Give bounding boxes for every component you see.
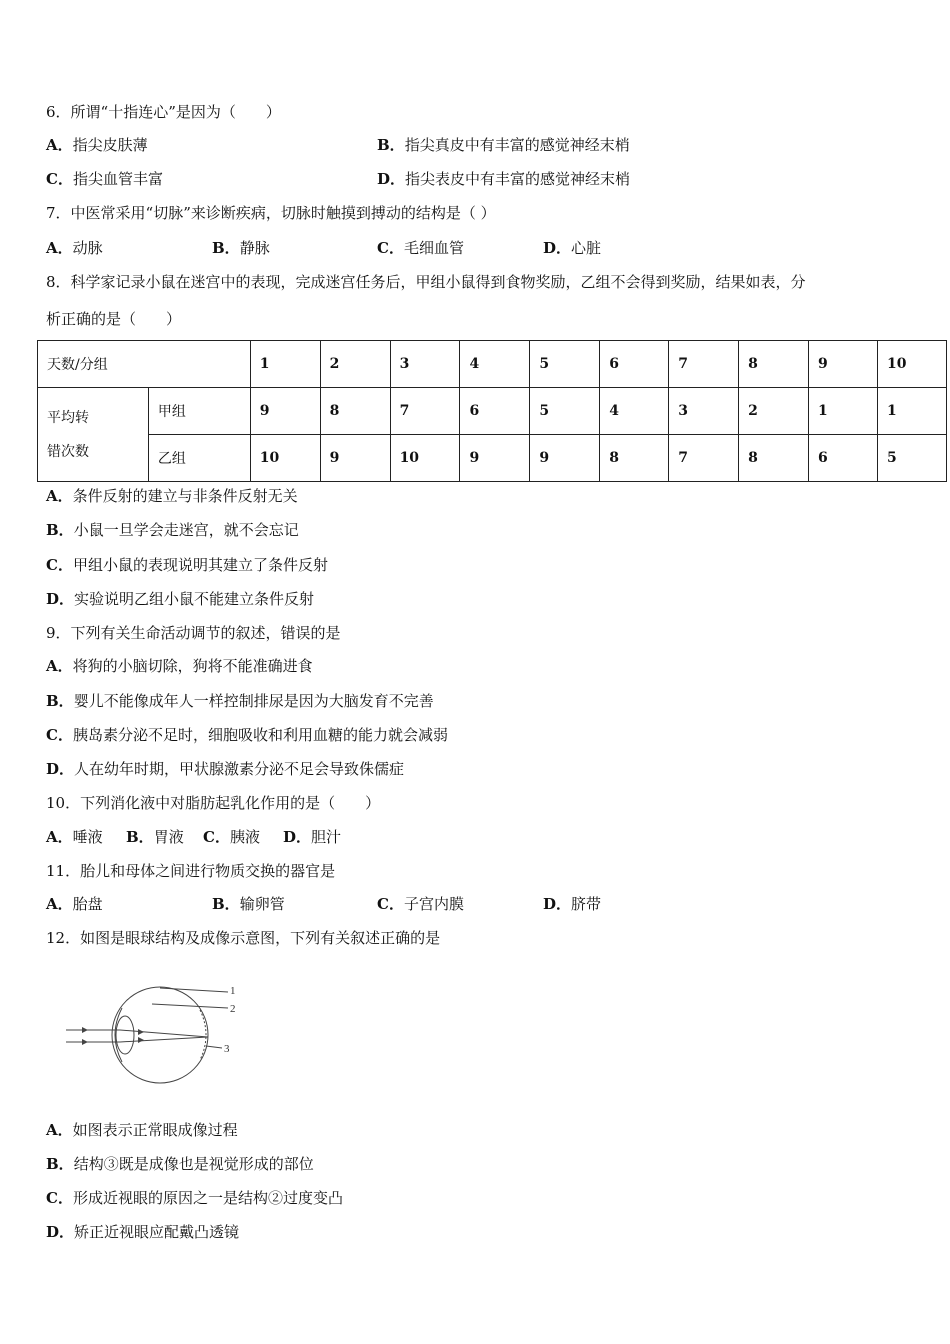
- option-label: A．: [46, 1121, 73, 1139]
- q11-option-c[interactable]: [377, 894, 464, 914]
- table-cell: 10: [250, 435, 320, 482]
- row-label-line2: 错次数: [47, 443, 89, 460]
- option-label: A．: [46, 828, 73, 846]
- q12-option-a[interactable]: [46, 1120, 238, 1140]
- option-label: C．: [46, 1189, 73, 1207]
- group-b-name: 乙组: [148, 435, 250, 482]
- q7-option-d[interactable]: [543, 238, 601, 258]
- option-label: D．: [377, 170, 406, 188]
- option-text: 胎盘: [72, 895, 103, 913]
- q12-option-d[interactable]: [46, 1222, 239, 1242]
- option-label: D．: [543, 895, 572, 913]
- q11-option-d[interactable]: [543, 894, 601, 914]
- q11-option-a[interactable]: [46, 894, 103, 914]
- q12-option-b[interactable]: [46, 1154, 314, 1174]
- q8-stem-line1: 8．科学家记录小鼠在迷宫中的表现，完成迷宫任务后，甲组小鼠得到食物奖励，乙组不会得到奖励，结果如表，分: [46, 273, 806, 291]
- table-cell: 10: [390, 435, 460, 482]
- option-text: 唾液: [72, 828, 103, 846]
- q8-stem-line2: 析正确的是（ ）: [46, 310, 182, 328]
- day-header: 5: [530, 341, 600, 388]
- table-cell: 7: [669, 435, 739, 482]
- option-label: B．: [377, 136, 405, 154]
- option-text: 子宫内膜: [403, 895, 464, 913]
- table-cell: 1: [809, 388, 878, 435]
- arrow-head: [82, 1027, 88, 1033]
- table-cell: 7: [390, 388, 460, 435]
- table-cell: 9: [250, 388, 320, 435]
- option-label: C．: [46, 556, 73, 574]
- q8-option-c[interactable]: [46, 555, 328, 575]
- option-text: 结构③既是成像也是视觉形成的部位: [73, 1155, 314, 1173]
- light-ray: [120, 1030, 208, 1037]
- option-label: A．: [46, 895, 73, 913]
- option-label: A．: [46, 657, 73, 675]
- q8-option-a[interactable]: [46, 486, 298, 506]
- option-label: A．: [46, 136, 73, 154]
- option-text: 矫正近视眼应配戴凸透镜: [74, 1223, 240, 1241]
- option-text: 胰液: [229, 828, 260, 846]
- table-header-row: [38, 341, 947, 388]
- option-label: D．: [46, 590, 75, 608]
- table-cell: 8: [739, 435, 809, 482]
- table-cell: 8: [320, 388, 390, 435]
- option-label: D．: [46, 1223, 75, 1241]
- q11-option-b[interactable]: [212, 894, 285, 914]
- table-row-group-b: [38, 435, 947, 482]
- option-label: B．: [46, 1155, 74, 1173]
- option-label: A．: [46, 239, 73, 257]
- q10-stem: 10．下列消化液中对脂肪起乳化作用的是（ ）: [46, 794, 381, 812]
- day-header: 9: [809, 341, 878, 388]
- q6-stem: 6．所谓“十指连心”是因为（ ）: [46, 103, 281, 121]
- pointer-line-2: [152, 1004, 228, 1008]
- option-text: 小鼠一旦学会走迷宫，就不会忘记: [73, 521, 299, 539]
- q10-option-c[interactable]: [203, 827, 260, 847]
- option-text: 脐带: [571, 895, 602, 913]
- option-text: 如图表示正常眼成像过程: [72, 1121, 238, 1139]
- day-header: 8: [739, 341, 809, 388]
- group-a-name: 甲组: [148, 388, 250, 435]
- q9-stem: 9．下列有关生命活动调节的叙述，错误的是: [46, 624, 341, 642]
- option-text: 人在幼年时期，甲状腺激素分泌不足会导致侏儒症: [74, 760, 405, 778]
- pointer-line-1: [160, 988, 228, 992]
- table-cell: 6: [460, 388, 530, 435]
- option-text: 动脉: [72, 239, 103, 257]
- q6-option-d[interactable]: [377, 169, 630, 189]
- q7-option-b[interactable]: [212, 238, 270, 258]
- option-text: 条件反射的建立与非条件反射无关: [72, 487, 298, 505]
- table-cell: 8: [600, 435, 669, 482]
- day-header: 2: [320, 341, 390, 388]
- lens-shape: [116, 1016, 134, 1054]
- q7-stem: 7．中医常采用“切脉”来诊断疾病，切脉时触摸到搏动的结构是（ ）: [46, 204, 496, 222]
- day-header: 4: [460, 341, 530, 388]
- option-text: 胰岛素分泌不足时，细胞吸收和利用血糖的能力就会减弱: [72, 726, 448, 744]
- table-cell: 3: [669, 388, 739, 435]
- maze-results-table: [37, 340, 947, 482]
- day-header: 6: [600, 341, 669, 388]
- option-text: 指尖表皮中有丰富的感觉神经末梢: [405, 170, 631, 188]
- arrow-head: [138, 1037, 144, 1043]
- q9-option-a[interactable]: [46, 656, 313, 676]
- row-label-line1: 平均转: [47, 409, 89, 426]
- table-row-group-a: [38, 388, 947, 435]
- option-text: 婴儿不能像成年人一样控制排尿是因为大脑发育不完善: [73, 692, 434, 710]
- table-cell: 9: [460, 435, 530, 482]
- header-label: 天数/分组: [38, 341, 251, 388]
- table-cell: 9: [320, 435, 390, 482]
- option-text: 输卵管: [239, 895, 285, 913]
- q11-stem: 11．胎儿和母体之间进行物质交换的器官是: [46, 862, 336, 880]
- light-ray: [120, 1037, 208, 1042]
- q6-option-c[interactable]: [46, 169, 163, 189]
- q12-option-c[interactable]: [46, 1188, 343, 1208]
- option-text: 指尖真皮中有丰富的感觉神经末梢: [404, 136, 630, 154]
- q6-option-a[interactable]: [46, 135, 148, 155]
- option-label: D．: [543, 239, 572, 257]
- table-cell: 1: [877, 388, 946, 435]
- option-text: 指尖血管丰富: [72, 170, 163, 188]
- option-label: C．: [377, 895, 404, 913]
- figure-label-2: 2: [230, 1003, 236, 1015]
- q12-stem: 12．如图是眼球结构及成像示意图，下列有关叙述正确的是: [46, 929, 441, 947]
- day-header: 1: [250, 341, 320, 388]
- q9-option-d[interactable]: [46, 759, 404, 779]
- figure-label-3: 3: [224, 1043, 230, 1055]
- option-text: 胆汁: [311, 828, 342, 846]
- option-text: 实验说明乙组小鼠不能建立条件反射: [74, 590, 315, 608]
- option-label: B．: [212, 895, 240, 913]
- eyeball-outline: [112, 987, 208, 1083]
- option-label: C．: [46, 170, 73, 188]
- option-label: B．: [46, 692, 74, 710]
- option-label: C．: [46, 726, 73, 744]
- q8-option-d[interactable]: [46, 589, 314, 609]
- figure-label-1: 1: [230, 985, 236, 997]
- table-cell: 9: [530, 435, 600, 482]
- option-label: B．: [212, 239, 240, 257]
- q10-option-d[interactable]: [283, 827, 341, 847]
- option-label: A．: [46, 487, 73, 505]
- table-cell: 5: [877, 435, 946, 482]
- option-text: 指尖皮肤薄: [72, 136, 148, 154]
- option-text: 静脉: [239, 239, 270, 257]
- day-header: 7: [669, 341, 739, 388]
- option-text: 毛细血管: [403, 239, 464, 257]
- day-header: 10: [877, 341, 946, 388]
- row-label: [38, 388, 149, 482]
- table-cell: 5: [530, 388, 600, 435]
- option-label: D．: [283, 828, 312, 846]
- option-label: B．: [46, 521, 74, 539]
- option-label: C．: [377, 239, 404, 257]
- option-label: C．: [203, 828, 230, 846]
- q10-option-b[interactable]: [126, 827, 184, 847]
- q7-option-a[interactable]: [46, 238, 103, 258]
- option-text: 心脏: [571, 239, 602, 257]
- table-cell: 2: [739, 388, 809, 435]
- day-header: 3: [390, 341, 460, 388]
- arrow-head: [82, 1039, 88, 1045]
- table-cell: 6: [809, 435, 878, 482]
- arrow-head: [138, 1029, 144, 1035]
- q8-option-b[interactable]: [46, 520, 299, 540]
- table-cell: 4: [600, 388, 669, 435]
- option-label: B．: [126, 828, 154, 846]
- eye-diagram: [60, 980, 240, 1090]
- option-text: 甲组小鼠的表现说明其建立了条件反射: [72, 556, 328, 574]
- q10-option-a[interactable]: [46, 827, 103, 847]
- option-text: 将狗的小脑切除，狗将不能准确进食: [72, 657, 313, 675]
- q9-option-c[interactable]: [46, 725, 448, 745]
- option-text: 胃液: [153, 828, 184, 846]
- q7-option-c[interactable]: [377, 238, 464, 258]
- option-text: 形成近视眼的原因之一是结构②过度变凸: [72, 1189, 343, 1207]
- q6-option-b[interactable]: [377, 135, 630, 155]
- pointer-line-3: [206, 1046, 222, 1048]
- q9-option-b[interactable]: [46, 691, 434, 711]
- option-label: D．: [46, 760, 75, 778]
